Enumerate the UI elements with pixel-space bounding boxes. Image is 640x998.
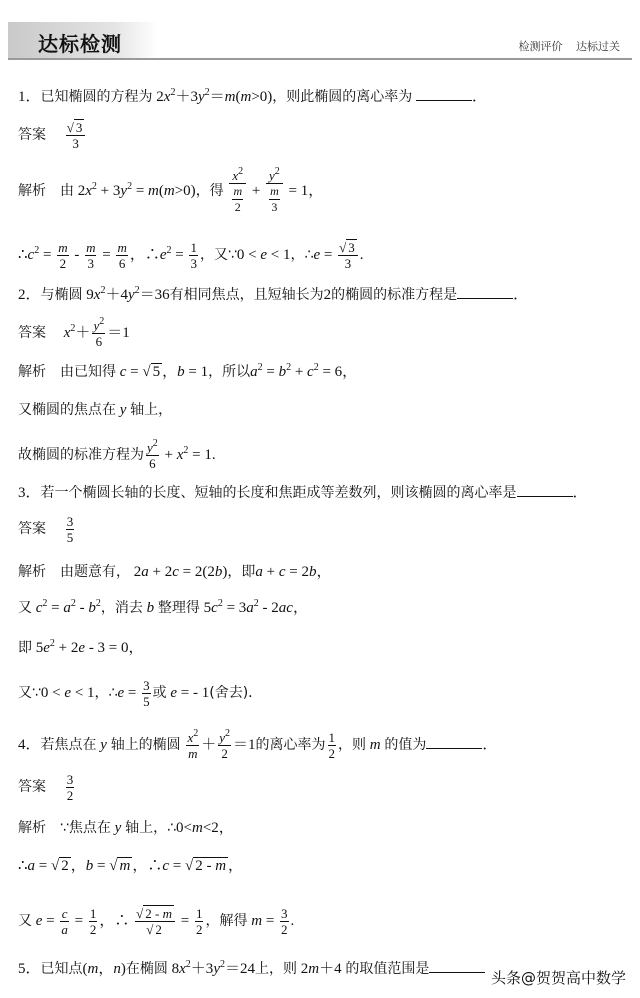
answer-blank[interactable] (457, 284, 513, 299)
problem-2-analysis-3: 故椭圆的标准方程为 $\frac{y^2}{6}$ + $x^2 = 1$. (18, 438, 216, 471)
watermark: 头条@贺贺高中数学 (490, 969, 626, 987)
problem-3-analysis-4: 又∵0 < e < 1，∴e = $\frac{3}{5}$ 或 e = - 1(舍去)． (18, 678, 263, 709)
problem-3-analysis-2: 又 $c^2 = a^2 - b^2$，消去 b 整理得 $5c^2 = 3a^2 - 2ac$， (18, 598, 308, 616)
section-title: 达标检测 (38, 32, 122, 56)
problem-3-analysis-1: 解析 由题意有， 2a + 2c = 2(2b)，即a + c = 2b， (18, 564, 332, 580)
problem-4-question: 4．若焦点在 y 轴上的椭圆 $\frac{x^2}{m}$ ＋ $\frac{y^2}{2}$ ＝1的离心率为 $\frac{1}{2}$ ，则 m 的值为 ． (18, 728, 498, 761)
link-eval[interactable]: 检测评价 (518, 40, 563, 53)
problem-3-answer: 答案 $\frac{3}{5}$ (18, 514, 74, 545)
problem-2-answer: 答案 $x^2+$ $\frac{y^2}{6}$ ＝1 (18, 316, 130, 349)
problem-3-analysis-3: 即 $5e^2 + 2e - 3 = 0$， (18, 638, 144, 656)
problem-2-question: 2．与椭圆 $9x^2+4y^2=36$有相同焦点，且短轴长为2的椭圆的标准方程是 ． (18, 285, 529, 303)
problem-4-analysis-2: ∴a = √ 2 ，b = √ m ，∴c = √ 2 - m ， (18, 858, 244, 874)
answer-blank[interactable] (426, 734, 482, 749)
problem-5-question: 5．已知点(m，n)在椭圆 $8x^2+3y^2=24$上，则 2m＋4 的取值范围是 (18, 958, 485, 979)
problem-1-analysis-cont: $\therefore c^2$ = $\frac{m}{2}$ - $\frac{m}{3}$ = $\frac{m}{6}$ ，$\therefore e^2$ = $\frac{1}{3}$ ，又∵0 < e < 1，∴e = $\frac{√ 3}{3}$ . (18, 240, 364, 271)
problem-2-analysis-2: 又椭圆的焦点在 y 轴上， (18, 402, 173, 418)
header-divider (8, 58, 632, 60)
problem-4-analysis-3: 又 e = $\frac{c}{a}$ = $\frac{1}{2}$ ，∴ $\frac{√ 2 - m}{√ 2}$ = $\frac{1}{2}$ ，解得 m = $\frac{3}{2}$ . (18, 906, 295, 937)
problem-3-question: 3．若一个椭圆长轴的长度、短轴的长度和焦距成等差数列，则该椭圆的离心率是 ． (18, 482, 588, 503)
header-links (509, 38, 621, 54)
link-pass[interactable]: 达标过关 (576, 40, 620, 53)
answer-blank[interactable] (429, 958, 485, 973)
problem-2-analysis-1: 解析 由已知得 c = √ 5 ，b = 1，所以$a^2 = b^2 + c^2 = 6$， (18, 362, 358, 380)
problem-1-answer: 答案 $\frac{√ 3}{3}$ (18, 120, 87, 151)
answer-blank[interactable] (517, 482, 573, 497)
section-header (8, 22, 632, 60)
problem-4-analysis-1: 解析 ∵焦点在 y 轴上，∴0<m<2， (18, 820, 234, 836)
problem-1-question: 1．已知椭圆的方程为 $2x^2+3y^2=m(m>0)$，则此椭圆的离心率为 ． (18, 87, 488, 105)
problem-1-analysis: 解析 由 $2x^2 + 3y^2 = m(m>0)$，得 $\frac{x^2}{\frac{m}{2}}$ + $\frac{y^2}{\frac{m}{3}}$ = 1， (18, 166, 324, 214)
answer-blank[interactable] (416, 86, 472, 101)
problem-4-answer: 答案 $\frac{3}{2}$ (18, 772, 74, 803)
